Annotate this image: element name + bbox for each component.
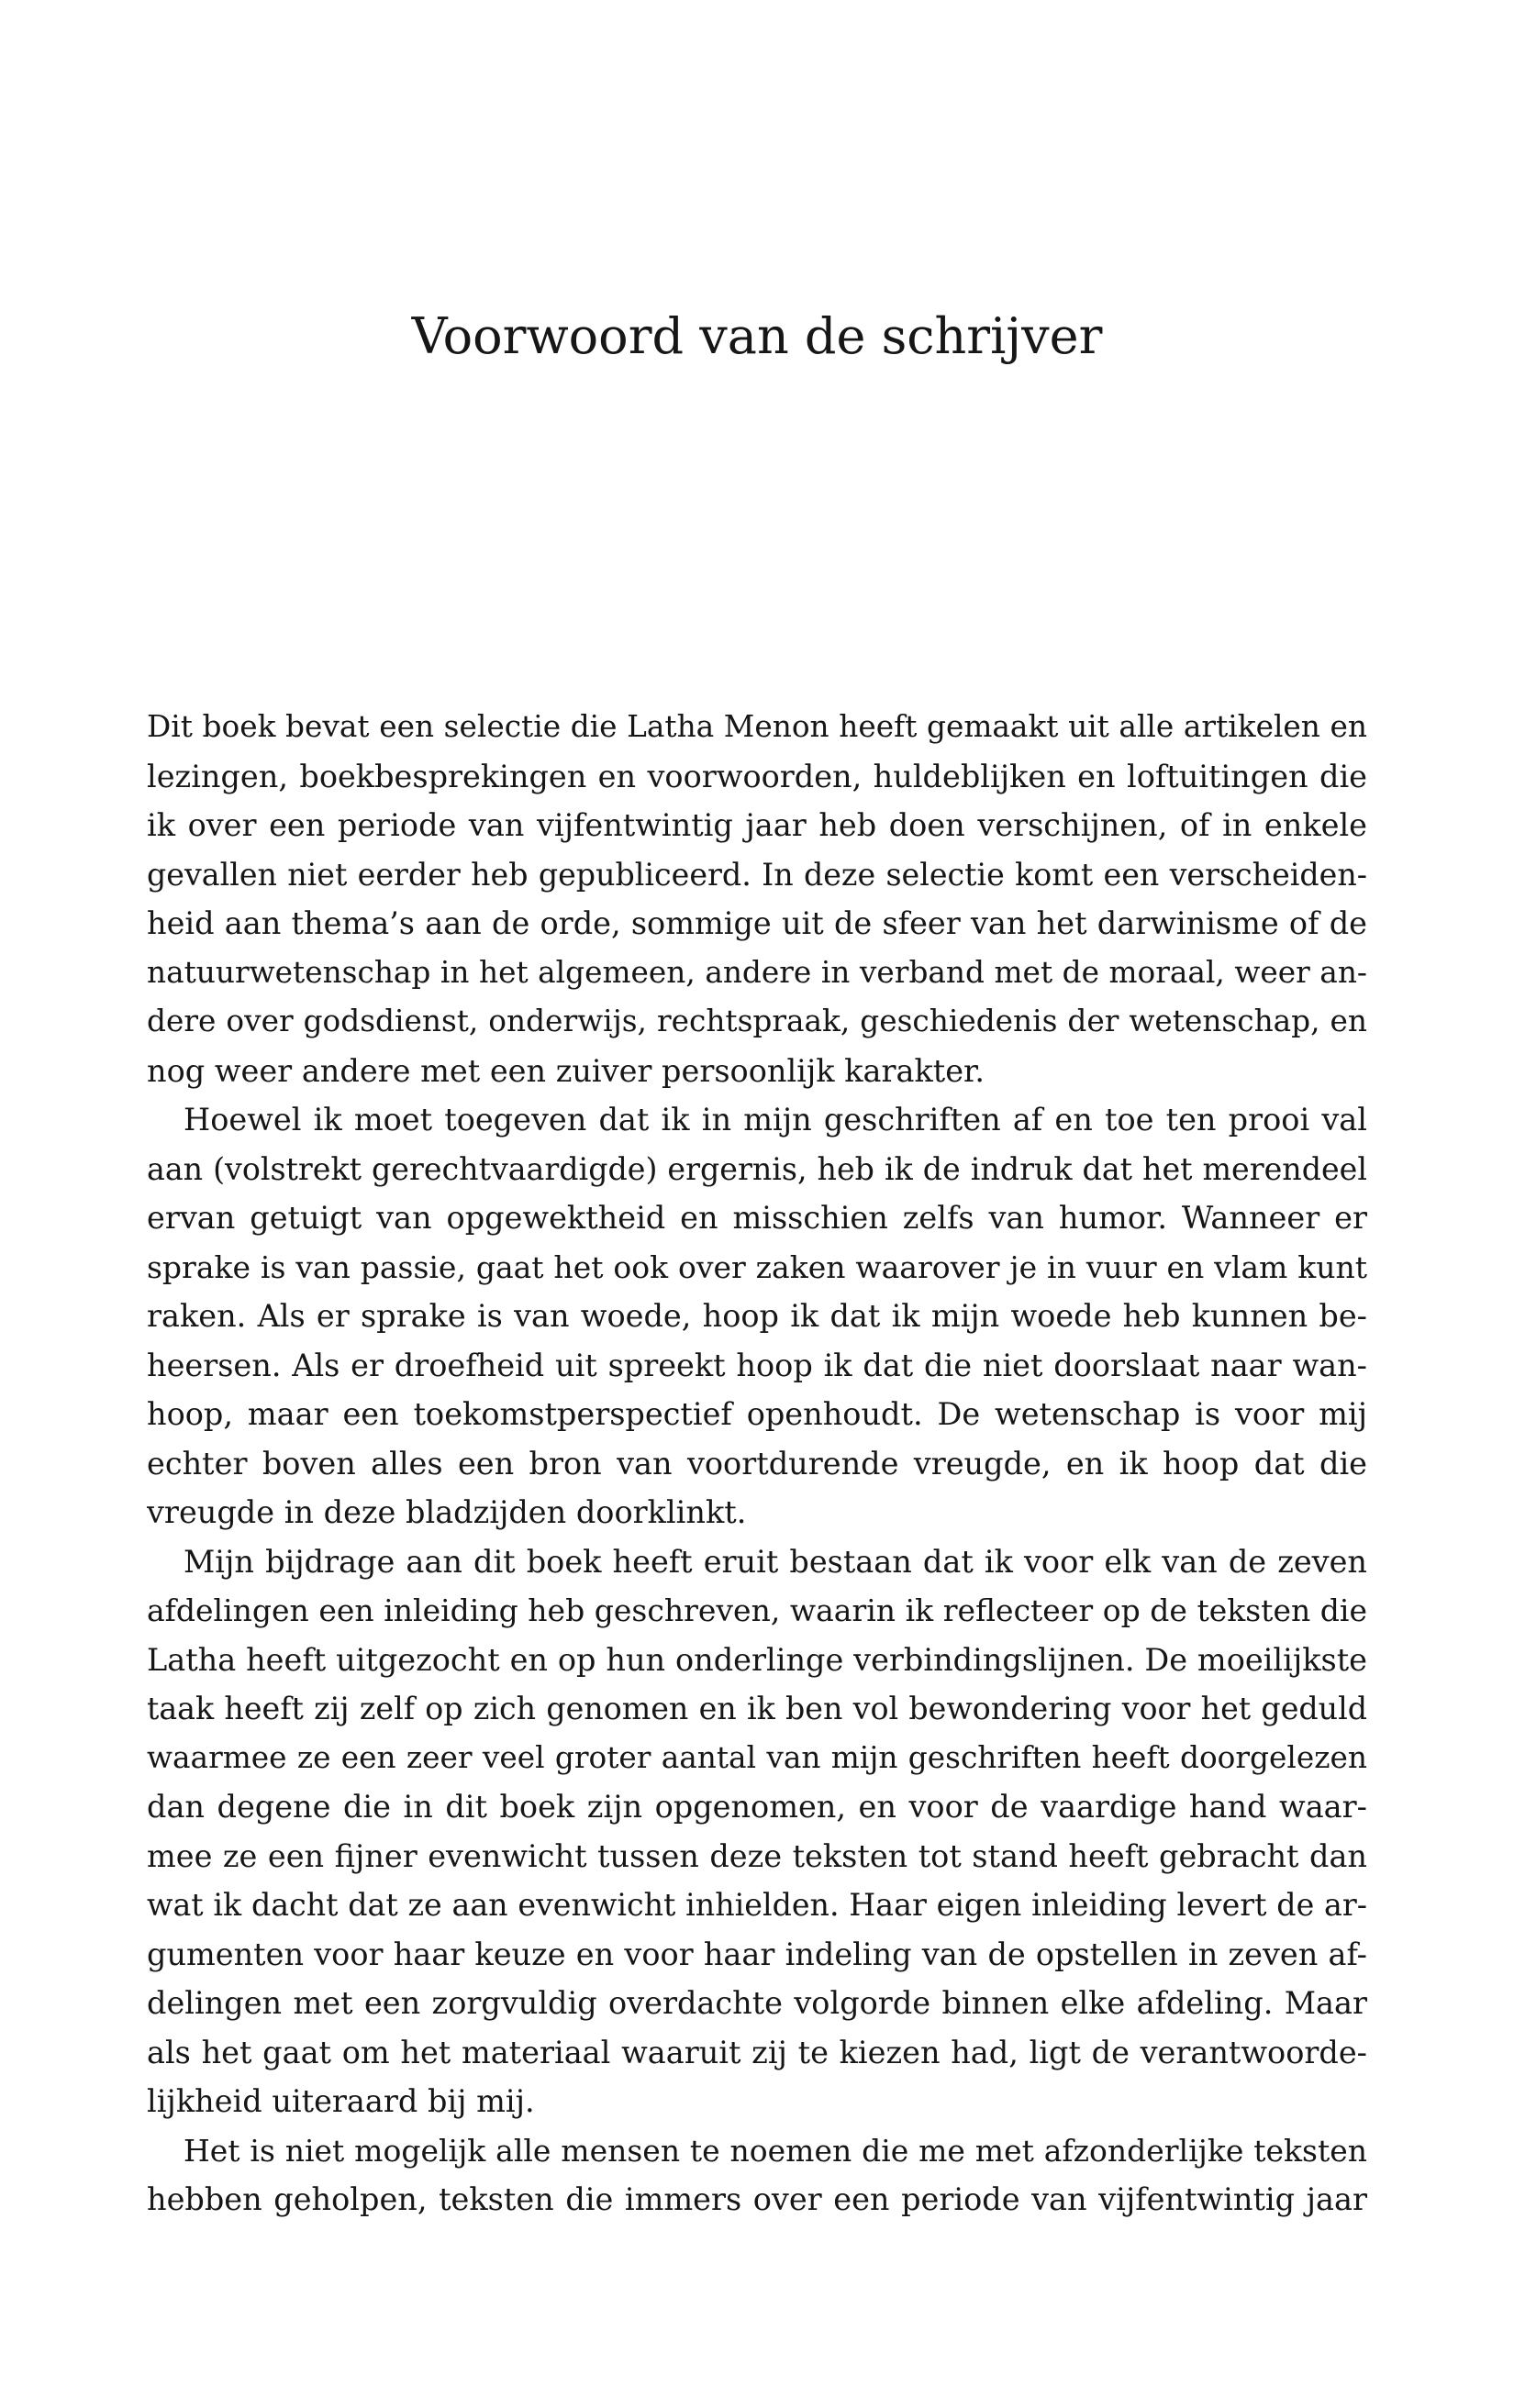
text-line: Hoewel ik moet toegeven dat ik in mijn geschriften af en toe ten prooi val [184, 1102, 1367, 1137]
text-line: aan (volstrekt gerechtvaardigde) ergernis, heb ik de indruk dat het merendeel [147, 1150, 1367, 1187]
chapter-title: Voorwoord van de schrijver [411, 307, 1103, 365]
text-line: Het is niet mogelijk alle mensen te noemen die me met afzonderlijke teksten [184, 2132, 1367, 2169]
text-line: Latha heeft uitgezocht en op hun onderlinge verbindingslijnen. De moeilijkste [147, 1641, 1367, 1678]
text-line: lijkheid uiteraard bij mij. [147, 2083, 535, 2119]
text-line: taak heeft zij zelf op zich genomen en ik ben vol bewondering voor het geduld [147, 1691, 1367, 1726]
text-line: dan degene die in dit boek zijn opgenomen, en voor de vaardige hand waar- [147, 1789, 1367, 1825]
text-line: lezingen, boekbesprekingen en voorwoorden, huldeblijken en loftuitingen die [147, 758, 1367, 794]
paragraph-3 [147, 1537, 1367, 2126]
text-line: als het gaat om het materiaal waaruit zij te kiezen had, ligt de verantwoorde- [147, 2034, 1367, 2070]
paragraph-1 [147, 703, 1367, 1095]
text-line: natuurwetenschap in het algemeen, andere in verband met de moraal, weer an- [147, 954, 1367, 990]
text-line: ervan getuigt van opgewektheid en misschien zelfs van humor. Wanneer er [147, 1200, 1367, 1236]
text-line: heersen. Als er droefheid uit spreekt hoop ik dat die niet doorslaat naar wan- [147, 1347, 1367, 1383]
text-line: wat ik dacht dat ze aan evenwicht inhielden. Haar eigen inleiding levert de ar- [147, 1887, 1367, 1923]
text-line: hebben geholpen, teksten die immers over een periode van vijfentwintig jaar [147, 2181, 1367, 2217]
text-line: dere over godsdienst, onderwijs, rechtspraak, geschiedenis der wetenschap, en [147, 1004, 1367, 1038]
text-line: Mijn bijdrage aan dit boek heeft eruit bestaan dat ik voor elk van de zeven [184, 1543, 1367, 1580]
text-line: ik over een periode van vijfentwintig jaar heb doen verschijnen, of in enkele [147, 807, 1367, 843]
text-line: mee ze een fijner evenwicht tussen deze teksten tot stand heeft gebracht dan [147, 1837, 1367, 1874]
text-line: echter boven alles een bron van voortdurende vreugde, en ik hoop dat die [147, 1445, 1367, 1481]
text-line: gevallen niet eerder heb gepubliceerd. In deze selectie komt een verscheiden- [147, 856, 1367, 893]
text-line: nog weer andere met een zuiver persoonlijk karakter. [147, 1052, 985, 1089]
text-line: sprake is van passie, gaat het ook over zaken waarover je in vuur en vlam kunt [147, 1248, 1367, 1285]
text-line: waarmee ze een zeer veel groter aantal van mijn geschriften heeft doorgelezen [147, 1739, 1367, 1775]
text-line: gumenten voor haar keuze en voor haar indeling van de opstellen in zeven af- [147, 1936, 1367, 1972]
body-text [147, 703, 1367, 2225]
paragraph-4 [147, 2126, 1367, 2225]
text-line: vreugde in deze bladzijden doorklinkt. [147, 1494, 747, 1530]
text-line: delingen met een zorgvuldig overdachte volgorde binnen elke afdeling. Maar [147, 1985, 1367, 2021]
text-line: hoop, maar een toekomstperspectief openhoudt. De wetenschap is voor mij [147, 1396, 1367, 1432]
paragraph-2 [147, 1095, 1367, 1537]
text-line: afdelingen een inleiding heb geschreven, waarin ik reflecteer op de teksten die [147, 1592, 1367, 1628]
text-line: Dit boek bevat een selectie die Latha Menon heeft gemaakt uit alle artikelen en [147, 709, 1367, 744]
text-line: heid aan thema’s aan de orde, sommige uit de sfeer van het darwinisme of de [147, 905, 1367, 941]
text-line: raken. Als er sprake is van woede, hoop ik dat ik mijn woede heb kunnen be- [147, 1298, 1367, 1334]
